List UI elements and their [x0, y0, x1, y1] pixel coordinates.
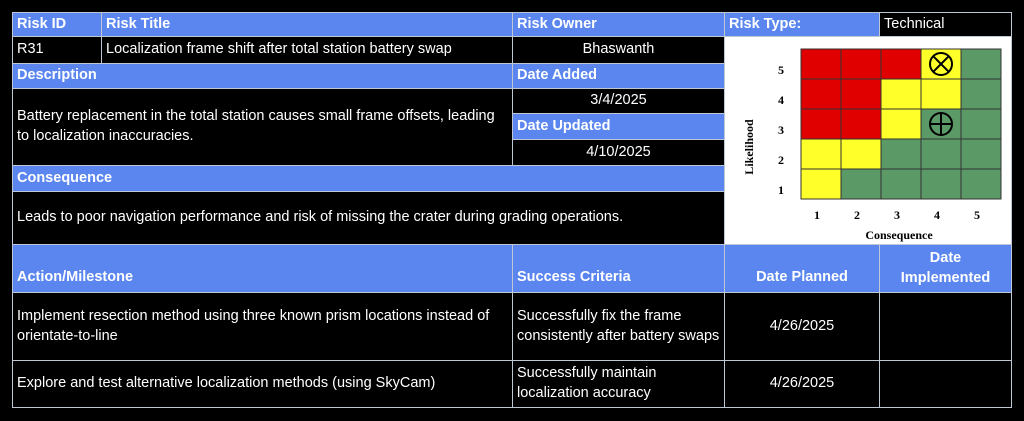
risk-matrix	[725, 37, 1011, 244]
matrix-y-tick: 2	[778, 153, 784, 167]
date-added-header: Date Added	[512, 63, 725, 89]
criteria-header: Success Criteria	[512, 244, 725, 293]
matrix-cell	[921, 79, 961, 109]
matrix-cell	[881, 109, 921, 139]
date-updated-header: Date Updated	[512, 113, 725, 140]
risk-type-header: Risk Type:	[724, 12, 880, 37]
action-row-2-action: Explore and test alternative localization methods (using SkyCam)	[12, 360, 513, 408]
matrix-cell	[841, 79, 881, 109]
matrix-cell	[961, 139, 1001, 169]
matrix-x-tick: 1	[814, 208, 820, 222]
consequence-text: Leads to poor navigation performance and risk of missing the crater during grading operations.	[12, 191, 725, 245]
consequence-header: Consequence	[12, 165, 725, 192]
description-text: Battery replacement in the total station causes small frame offsets, leading to localization inaccuracies.	[12, 88, 513, 166]
matrix-cell	[921, 139, 961, 169]
action-row-2-planned: 4/26/2025	[724, 360, 880, 408]
date-planned-header: Date Planned	[724, 244, 880, 293]
action-header: Action/Milestone	[12, 244, 513, 293]
matrix-cell	[801, 109, 841, 139]
date-added-value: 3/4/2025	[512, 88, 725, 114]
risk-owner-value: Bhaswanth	[512, 36, 725, 64]
matrix-cell	[841, 139, 881, 169]
action-row-1-criteria: Successfully fix the frame consistently after battery swaps	[512, 292, 725, 361]
matrix-cell	[961, 109, 1001, 139]
matrix-x-axis-label: Consequence	[865, 228, 933, 242]
matrix-cell	[961, 169, 1001, 199]
matrix-cell	[881, 139, 921, 169]
circled-plus-marker	[930, 113, 952, 135]
action-row-1-planned: 4/26/2025	[724, 292, 880, 361]
risk-type-value: Technical	[879, 12, 1012, 37]
matrix-cell	[961, 49, 1001, 79]
action-row-2-criteria: Successfully maintain localization accuracy	[512, 360, 725, 408]
risk-title-value: Localization frame shift after total station battery swap	[101, 36, 513, 64]
matrix-y-tick: 1	[778, 183, 784, 197]
matrix-cell	[841, 109, 881, 139]
matrix-x-tick: 5	[974, 208, 980, 222]
matrix-cell	[881, 49, 921, 79]
date-implemented-header: Date Implemented	[879, 244, 1012, 293]
matrix-cell	[841, 49, 881, 79]
matrix-y-tick: 3	[778, 123, 784, 137]
risk-owner-header: Risk Owner	[512, 12, 725, 37]
risk-matrix-panel	[724, 36, 1012, 245]
matrix-cell	[881, 79, 921, 109]
matrix-x-tick: 2	[854, 208, 860, 222]
action-row-2-implemented	[879, 360, 1012, 408]
matrix-x-tick: 3	[894, 208, 900, 222]
action-row-1-implemented	[879, 292, 1012, 361]
matrix-x-tick: 4	[934, 208, 940, 222]
matrix-y-tick: 5	[778, 63, 784, 77]
matrix-cell	[801, 79, 841, 109]
matrix-cell	[801, 139, 841, 169]
matrix-cell	[801, 49, 841, 79]
risk-id-value: R31	[12, 36, 102, 64]
risk-id-header: Risk ID	[12, 12, 102, 37]
matrix-cell	[921, 169, 961, 199]
action-row-1-action: Implement resection method using three known prism locations instead of orientate-to-line	[12, 292, 513, 361]
matrix-cell	[841, 169, 881, 199]
date-updated-value: 4/10/2025	[512, 139, 725, 166]
risk-title-header: Risk Title	[101, 12, 513, 37]
matrix-cell	[801, 169, 841, 199]
description-header: Description	[12, 63, 513, 89]
matrix-cell	[881, 169, 921, 199]
matrix-cell	[961, 79, 1001, 109]
matrix-y-tick: 4	[778, 93, 784, 107]
matrix-y-axis-label: Likelihood	[742, 119, 756, 175]
